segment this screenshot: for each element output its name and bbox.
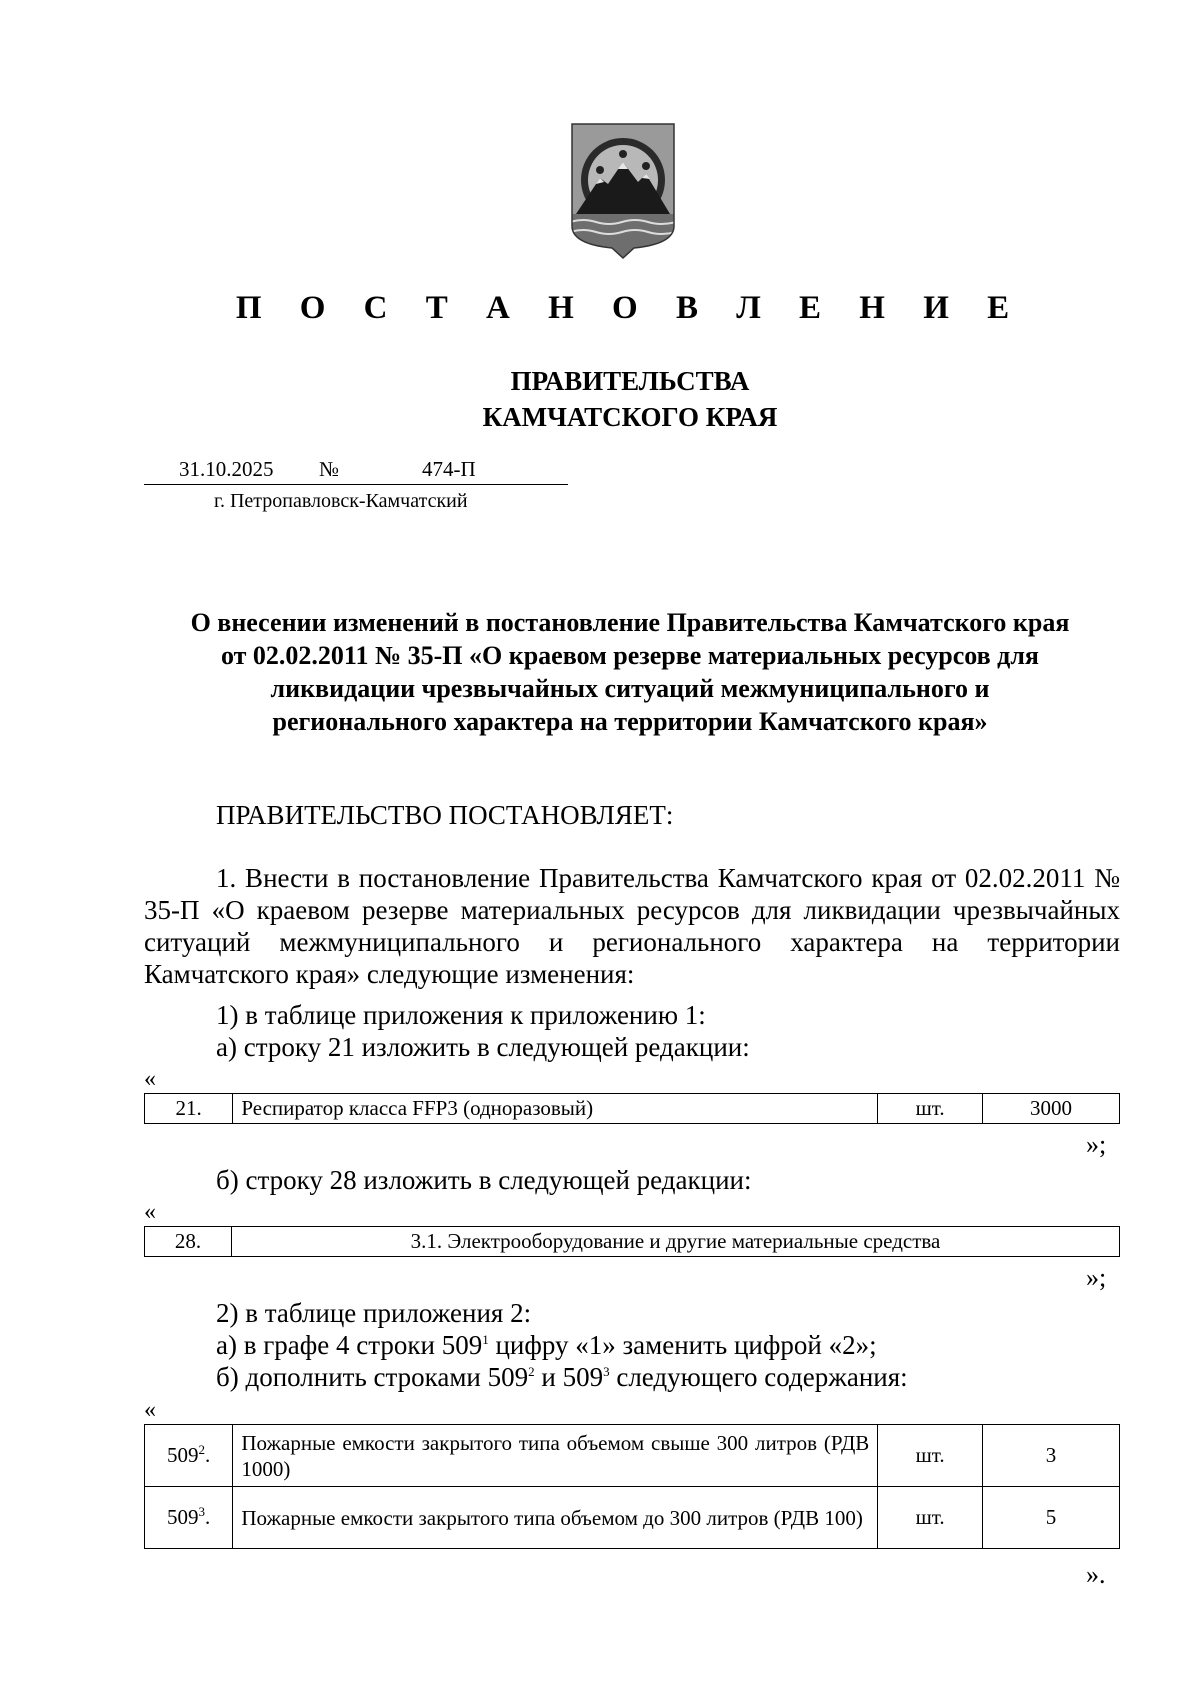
row-name: 3.1. Электрооборудование и другие материальные средства: [232, 1227, 1120, 1257]
authority-line-2: КАМЧАТСКОГО КРАЯ: [482, 402, 778, 432]
row-name: Пожарные емкости закрытого типа объемом свыше 300 литров (РДВ 1000): [233, 1425, 878, 1487]
row-number-base: 509: [167, 1443, 199, 1467]
row-number-suffix: .: [205, 1443, 211, 1467]
city: г. Петропавловск-Камчатский: [214, 490, 468, 512]
row-number-suffix: .: [205, 1505, 211, 1529]
item-2a-text: а) в графе 4 строки 509: [216, 1330, 483, 1360]
date-number-line: [144, 456, 568, 485]
item-2a-text: цифру «1» заменить цифрой «2»;: [488, 1330, 877, 1360]
quote-close: »;: [1086, 1263, 1107, 1292]
document-type-title: П О С Т А Н О В Л Е Н И Е: [235, 290, 1025, 326]
item-2b: [216, 1362, 908, 1393]
authority-line-1: ПРАВИТЕЛЬСТВА: [510, 366, 750, 396]
quote-open: «: [144, 1199, 156, 1225]
document-subject: [130, 606, 1130, 738]
coat-of-arms-icon: [570, 122, 676, 260]
superscript: 1: [482, 1332, 489, 1347]
table-row-28: [144, 1226, 1120, 1257]
issuing-authority: [0, 363, 1200, 435]
item-2b-text: б) дополнить строками 509: [216, 1362, 529, 1392]
item-2b-text: и 509: [534, 1362, 604, 1392]
item-1: 1) в таблице приложения к приложению 1:: [216, 1000, 706, 1030]
item-2b-text: следующего содержания:: [609, 1362, 908, 1392]
superscript: 3: [198, 1504, 206, 1519]
subject-line-1: О внесении изменений в постановление Правительства Камчатского края: [190, 608, 1070, 637]
decree-statement: ПРАВИТЕЛЬСТВО ПОСТАНОВЛЯЕТ:: [216, 800, 674, 830]
row-number: 21.: [145, 1094, 233, 1124]
table-row: [145, 1487, 1120, 1549]
row-number: [145, 1487, 233, 1549]
row-number: 28.: [145, 1227, 232, 1257]
row-name: Пожарные емкости закрытого типа объемом до 300 литров (РДВ 100): [233, 1487, 878, 1549]
quote-open: «: [144, 1066, 156, 1092]
superscript: 2: [528, 1364, 535, 1379]
subject-line-2: от 02.02.2011 № 35-П «О краевом резерве материальных ресурсов для: [221, 641, 1039, 670]
item-1b: б) строку 28 изложить в следующей редакции:: [216, 1165, 752, 1195]
document-date: 31.10.2025: [179, 457, 274, 481]
table-rows-509: [144, 1424, 1120, 1549]
paragraph-1: 1. Внести в постановление Правительства Камчатского края от 02.02.2011 № 35-П «О краевом резерве материальных ресурсов для ликвидации чрезвычайных ситуаций межмуниципального и регионального характера на территории Камчатского края» следующие изменения:: [144, 863, 1120, 989]
row-number: [145, 1425, 233, 1487]
superscript: 3: [603, 1364, 610, 1379]
quote-close: ».: [1086, 1560, 1106, 1589]
table-row: [145, 1425, 1120, 1487]
item-2a: [216, 1330, 877, 1361]
row-quantity: 3: [982, 1425, 1119, 1487]
row-name: Респиратор класса FFP3 (одноразовый): [233, 1094, 878, 1124]
document-number: 474-П: [422, 457, 476, 481]
superscript: 2: [198, 1442, 206, 1457]
table-row: [145, 1227, 1120, 1257]
subject-line-4: регионального характера на территории Камчатского края»: [272, 707, 988, 736]
row-quantity: 3000: [982, 1094, 1119, 1124]
table-row-21: [144, 1093, 1120, 1124]
quote-close: »;: [1086, 1130, 1107, 1159]
subject-line-3: ликвидации чрезвычайных ситуаций межмуниципального и: [270, 674, 990, 703]
number-sign: №: [319, 457, 340, 481]
item-1a: а) строку 21 изложить в следующей редакции:: [216, 1032, 750, 1062]
table-row: [145, 1094, 1120, 1124]
row-number-base: 509: [167, 1505, 199, 1529]
item-2: 2) в таблице приложения 2:: [216, 1298, 532, 1328]
row-quantity: 5: [982, 1487, 1119, 1549]
row-unit: шт.: [878, 1425, 983, 1487]
quote-open: «: [144, 1397, 156, 1423]
row-unit: шт.: [878, 1094, 983, 1124]
row-unit: шт.: [878, 1487, 983, 1549]
